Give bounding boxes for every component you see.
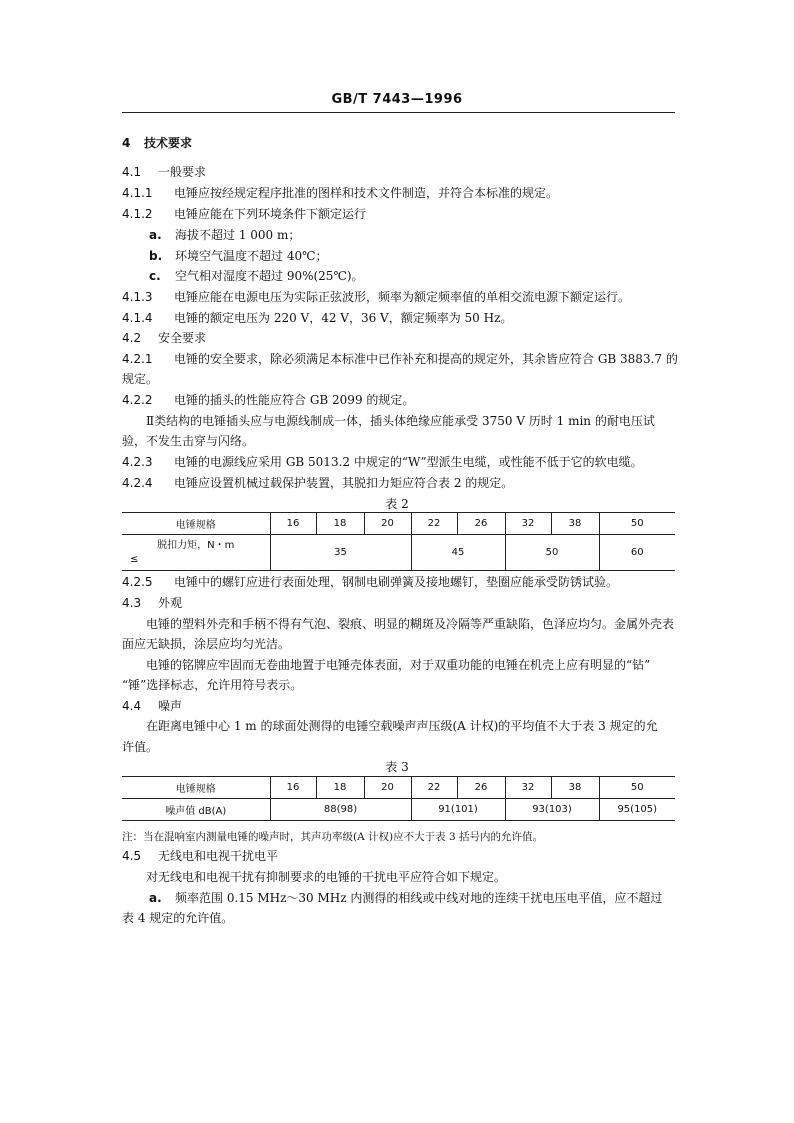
appearance-para-2-cont: “锤”选择标志，允许用符号表示。	[122, 678, 303, 692]
spec-cell: 20	[364, 777, 411, 799]
table-row	[122, 777, 675, 799]
spec-cell: 38	[551, 777, 599, 799]
standard-number: GB/T 7443—1996	[331, 92, 463, 107]
table-head-cell: 电锤规格	[175, 784, 216, 795]
section-4-5-heading: 4.5 无线电和电视干扰电平	[122, 849, 279, 863]
row-label-cell: 噪声值 dB(A)	[122, 799, 270, 821]
value-cell: 95(105)	[599, 799, 675, 821]
table-row	[122, 799, 675, 821]
spec-cell: 32	[505, 513, 551, 535]
clause-4-2-3: 4.2.3 电锤的电源线应采用 GB 5013.2 中规定的“W”型派生电缆，或性能不低于它的软电缆。	[122, 455, 643, 469]
row-label-cell	[122, 535, 270, 571]
table-2	[122, 512, 675, 571]
section-4-3-heading: 4.3 外观	[122, 596, 183, 610]
value-cell: 93(103)	[505, 799, 599, 821]
clause-4-2-2: 4.2.2 电锤的插头的性能应符合 GB 2099 的规定。	[122, 393, 415, 407]
spec-cell: 26	[457, 777, 505, 799]
value-cell: 45	[411, 535, 505, 571]
noise-para: 在距离电锤中心 1 m 的球面处测得的电锤空载噪声声压级(A 计权)的平均值不大于表 3 规定的允	[146, 719, 658, 733]
spec-cell: 18	[316, 777, 364, 799]
value-cell: 91(101)	[411, 799, 505, 821]
spec-cell: 50	[599, 513, 675, 535]
spec-cell: 22	[411, 513, 457, 535]
table-3-caption: 表 3	[385, 760, 409, 774]
appearance-para-2: 电锤的铭牌应牢固而无卷曲地置于电锤壳体表面，对于双重功能的电锤在机壳上应有明显的“钻”	[146, 658, 651, 672]
section-4-4-heading: 4.4 噪声	[122, 699, 183, 713]
section-4-2-heading: 4.2 安全要求	[122, 331, 207, 345]
table-3-note: 注：当在混响室内测量电锤的噪声时，其声功率级(A 计权)应不大于表 3 括号内的允许值。	[122, 831, 543, 843]
section-4-1-heading: 4.1 一般要求	[122, 165, 207, 179]
header-rule	[122, 112, 675, 113]
clause-4-2-1: 4.2.1 电锤的安全要求，除必须满足本标准中已作补充和提高的规定外，其余皆应符合 GB 3883.7 的	[122, 352, 678, 366]
noise-para-cont: 许值。	[122, 740, 159, 754]
spec-cell: 22	[411, 777, 457, 799]
value-cell: 35	[270, 535, 411, 571]
spec-cell: 16	[270, 777, 316, 799]
spec-cell: 32	[505, 777, 551, 799]
table-row	[122, 535, 675, 571]
clause-4-1-2-c: c. 空气相对湿度不超过 90%(25℃)。	[149, 269, 364, 283]
torque-label: 脱扣力矩，N・m	[157, 539, 235, 551]
clause-4-2-5: 4.2.5 电锤中的螺钉应进行表面处理，钢制电刷弹簧及接地螺钉，垫圈应能承受防锈试验。	[122, 575, 619, 589]
le-symbol: ≤	[130, 553, 139, 565]
clause-4-2-2-para: Ⅱ类结构的电锤插头应与电源线制成一体，插头体绝缘应能承受 3750 V 历时 1 min 的耐电压试	[146, 414, 655, 428]
table-row	[122, 513, 675, 535]
value-cell: 60	[599, 535, 675, 571]
spec-cell: 20	[364, 513, 411, 535]
appearance-para-1: 电锤的塑料外壳和手柄不得有气泡、裂痕、明显的糊斑及冷隔等严重缺陷，色泽应均匀。金属外壳表	[146, 617, 675, 631]
clause-4-2-1-cont: 规定。	[122, 372, 159, 386]
spec-cell: 18	[316, 513, 364, 535]
spec-cell: 50	[599, 777, 675, 799]
section-4-heading: 4 技术要求	[122, 136, 193, 150]
table-2-caption: 表 2	[385, 497, 409, 511]
clause-4-1-4: 4.1.4 电锤的额定电压为 220 V，42 V，36 V，额定频率为 50 Hz。	[122, 311, 513, 325]
interference-item-a-cont: 表 4 规定的允许值。	[122, 911, 234, 925]
appearance-para-1-cont: 面应无缺损，涂层应均匀光洁。	[122, 637, 291, 651]
clause-4-1-2-b: b. 环境空气温度不超过 40℃；	[149, 249, 328, 263]
value-cell: 50	[505, 535, 599, 571]
clause-4-2-4: 4.2.4 电锤应设置机械过载保护装置，其脱扣力矩应符合表 2 的规定。	[122, 476, 514, 490]
spec-cell: 38	[551, 513, 599, 535]
clause-4-1-2: 4.1.2 电锤应能在下列环境条件下额定运行	[122, 207, 367, 221]
clause-4-1-1: 4.1.1 电锤应按经规定程序批准的图样和技术文件制造，并符合本标准的规定。	[122, 186, 559, 200]
interference-para: 对无线电和电视干扰有抑制要求的电锤的干扰电平应符合如下规定。	[146, 870, 507, 884]
clause-4-1-3: 4.1.3 电锤应能在电源电压为实际正弦波形，频率为额定频率值的单相交流电源下额定运行。	[122, 290, 631, 304]
clause-4-1-2-a: a. 海拔不超过 1 000 m；	[149, 228, 301, 242]
interference-item-a: a. 频率范围 0.15 MHz～30 MHz 内测得的相线或中线对地的连续干扰电压电平值，应不超过	[149, 891, 663, 905]
table-3	[122, 776, 675, 821]
clause-4-2-2-para-cont: 验，不发生击穿与闪络。	[122, 434, 255, 448]
spec-cell: 16	[270, 513, 316, 535]
table-head-cell: 电锤规格	[175, 520, 216, 531]
spec-cell: 26	[457, 513, 505, 535]
value-cell: 88(98)	[270, 799, 411, 821]
